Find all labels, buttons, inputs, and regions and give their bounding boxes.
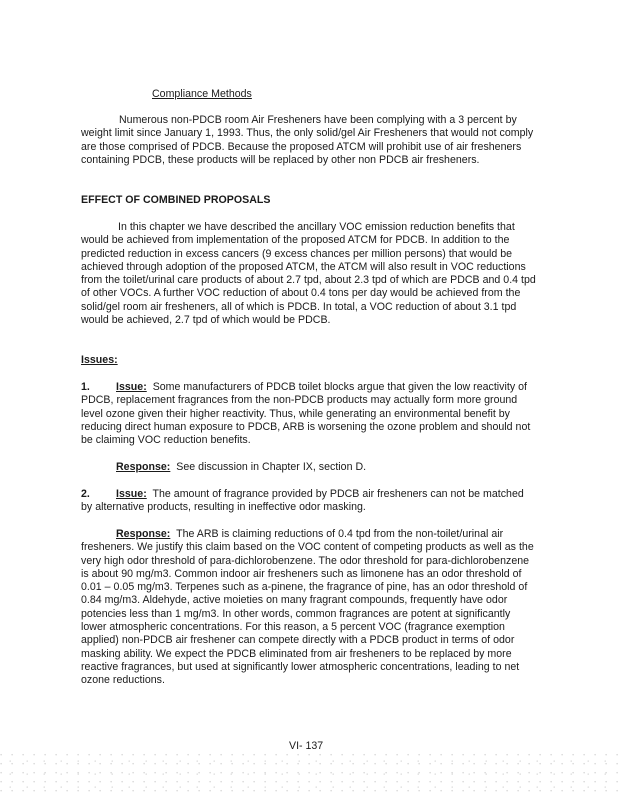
- issue-1-label: Issue:: [116, 381, 147, 393]
- issue-2-label: Issue:: [116, 488, 147, 500]
- issues-heading: Issues:: [81, 354, 118, 366]
- response-1-label: Response:: [116, 461, 171, 473]
- issue-2-number: 2.: [81, 488, 90, 500]
- response-2-label: Response:: [116, 528, 171, 540]
- issue-1-number: 1.: [81, 381, 90, 393]
- compliance-paragraph: Numerous non-PDCB room Air Fresheners have been complying with a 3 percent by weight limit since January 1, 1993. Thus, the only solid/gel Air Fresheners that would not comply are those comprised of PDCB. Because the proposed ATCM will prohibit use of air fresheners containing PDCB, these products will be replaced by other non PDCB air fresheners.: [81, 114, 534, 166]
- issue-2: [81, 488, 536, 515]
- scan-noise: [0, 752, 619, 798]
- response-1-text: See discussion in Chapter IX, section D.: [176, 461, 367, 473]
- issue-1: [81, 381, 536, 447]
- page-number: VI- 137: [289, 740, 324, 752]
- issue-1-text: Some manufacturers of PDCB toilet blocks argue that given the low reactivity of PDCB, replacement fragrances from the non-PDCB products may actually form more ground level ozone given their higher reactivity. Thus, while generating an environmental benefit by reducing direct human exposure to PDCB, ARB is worsening the ozone problem and should not be claiming VOC reduction benefits.: [81, 381, 531, 447]
- issue-2-text: The amount of fragrance provided by PDCB air fresheners can not be matched by alternative products, resulting in ineffective odor masking.: [81, 488, 524, 514]
- response-1: [116, 461, 536, 474]
- effect-paragraph: In this chapter we have described the ancillary VOC emission reduction benefits that would be achieved from implementation of the proposed ATCM for PDCB. In addition to the predicted reduction in excess cancers (9 excess chances per million persons) that would be achieved through adoption of the proposed ATCM, the ATCM will also result in VOC reductions from the toilet/urinal care products of about 2.7 tpd, about 2.3 tpd of which are PDCB and 0.4 tpd of other VOCs. A further VOC reduction of about 0.4 tons per day would be achieved from the solid/gel room air fresheners, all of which is PDCB. In total, a VOC reduction of about 3.1 tpd would be achieved, 2.7 tpd of which would be PDCB.: [81, 221, 536, 327]
- effect-heading: EFFECT OF COMBINED PROPOSALS: [81, 194, 271, 206]
- response-2-text: The ARB is claiming reductions of 0.4 tpd from the non-toilet/urinal air fresheners. We justify this claim based on the VOC content of competing products as well as the very high odor threshold of para-dichlorobenzene. The odor threshold for para-dichlorobenzene is about 90 mg/m3. Common indoor air fresheners such as limonene has an odor threshold of 0.01 – 0.05 mg/m3. Terpenes such as a-pinene, the fragrance of pine, has an odor threshold of 0.84 mg/m3. Aldehyde, active moieties on many fragrant compounds, frequently have odor potencies less than 1 mg/m3. In other words, common fragrances are potent at significantly lower atmospheric concentrations. For this reason, a 5 percent VOC (fragrance exemption applied) non-PDCB air freshener can compete directly with a PDCB product in terms of odor masking ability. We expect the PDCB eliminated from air fresheners to be replaced by more reactive fragrances, but used at significantly lower atmospheric concentrations, leading to net ozone reductions.: [81, 528, 534, 687]
- compliance-methods-heading: Compliance Methods: [152, 88, 252, 100]
- response-2: [81, 528, 536, 688]
